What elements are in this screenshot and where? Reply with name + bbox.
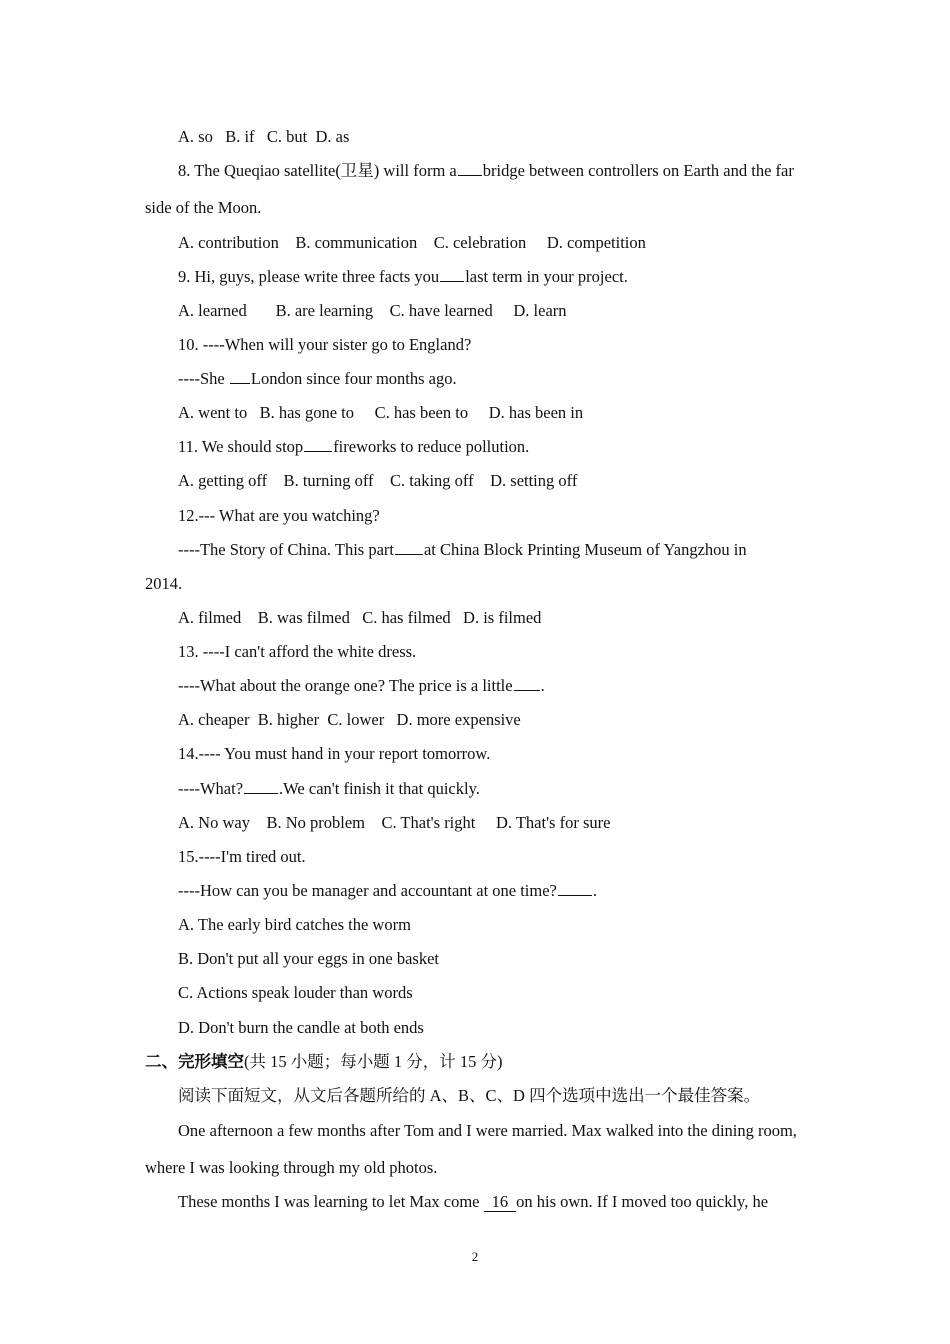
text: last term in your project. bbox=[465, 267, 628, 286]
section-scoring: (共 15 小题；每小题 1 分，计 15 分) bbox=[244, 1052, 503, 1071]
text: A. The early bird catches the worm bbox=[178, 915, 411, 934]
text: 14.---- You must hand in your report tomorrow. bbox=[178, 744, 491, 763]
text: 10. ----When will your sister go to England? bbox=[178, 335, 472, 354]
q14-options bbox=[178, 815, 610, 832]
text: 9. Hi, guys, please write three facts you bbox=[178, 267, 440, 286]
passage-line bbox=[145, 1160, 437, 1177]
text: where I was looking through my old photos. bbox=[145, 1158, 438, 1177]
text: A. learned B. are learning C. have learned D. learn bbox=[178, 301, 567, 320]
q12-reply bbox=[178, 542, 747, 559]
q11-options bbox=[178, 473, 577, 490]
text: . bbox=[592, 881, 597, 900]
text: 2014. bbox=[145, 574, 183, 593]
text: B. Don't put all your eggs in one basket bbox=[178, 949, 439, 968]
text: ----What? bbox=[178, 779, 244, 798]
q9-options bbox=[178, 303, 567, 320]
text: fireworks to reduce pollution. bbox=[333, 437, 530, 456]
q8-stem-cont bbox=[145, 200, 261, 217]
text: London since four months ago. bbox=[250, 369, 457, 388]
text: ----What about the orange one? The price is a little bbox=[178, 676, 513, 695]
text: ----The Story of China. This part bbox=[178, 540, 394, 559]
text: bridge between controllers on Earth and the far bbox=[482, 161, 794, 180]
text: at China Block Printing Museum of Yangzhou in bbox=[423, 540, 747, 559]
answer-blank bbox=[304, 450, 332, 452]
text: A. getting off B. turning off C. taking off D. setting off bbox=[178, 471, 578, 490]
section-title: 二、完形填空 bbox=[145, 1052, 244, 1071]
answer-blank bbox=[244, 792, 278, 794]
q10-stem bbox=[178, 337, 471, 354]
text: on his own. If I moved too quickly, he bbox=[516, 1192, 769, 1211]
text: .We can't finish it that quickly. bbox=[279, 779, 480, 798]
text: C. Actions speak louder than words bbox=[178, 983, 413, 1002]
text: A. cheaper B. higher C. lower D. more expensive bbox=[178, 710, 521, 729]
q12-options bbox=[178, 610, 541, 627]
text: A. filmed B. was filmed C. has filmed D. is filmed bbox=[178, 608, 542, 627]
q10-reply bbox=[178, 371, 457, 388]
q10-options bbox=[178, 405, 583, 422]
q15-option-d bbox=[178, 1020, 424, 1037]
text: A. went to B. has gone to C. has been to D. has been in bbox=[178, 403, 584, 422]
text: D. Don't burn the candle at both ends bbox=[178, 1018, 424, 1037]
answer-blank bbox=[514, 689, 540, 691]
q14-reply bbox=[178, 781, 480, 798]
text: ----How can you be manager and accountant at one time? bbox=[178, 881, 557, 900]
q11-stem bbox=[178, 439, 529, 456]
passage-line bbox=[178, 1194, 768, 1212]
text: 12.--- What are you watching? bbox=[178, 506, 380, 525]
text: 11. We should stop bbox=[178, 437, 304, 456]
answer-blank bbox=[440, 280, 464, 282]
q15-option-b bbox=[178, 951, 439, 968]
text: These months I was learning to let Max come bbox=[178, 1192, 484, 1211]
q13-options bbox=[178, 712, 521, 729]
page-number: 2 bbox=[471, 1249, 479, 1264]
q8-stem bbox=[178, 163, 794, 180]
text: A. contribution B. communication C. celebration D. competition bbox=[178, 233, 646, 252]
text: 13. ----I can't afford the white dress. bbox=[178, 642, 417, 661]
section-instructions bbox=[178, 1088, 760, 1105]
text: A. No way B. No problem C. That's right D. That's for sure bbox=[178, 813, 611, 832]
q13-reply bbox=[178, 678, 545, 695]
text: A. so B. if C. but D. as bbox=[178, 127, 350, 146]
q7-options bbox=[178, 129, 349, 146]
q12-stem bbox=[178, 508, 380, 525]
text: One afternoon a few months after Tom and I were married. Max walked into the dining room, bbox=[178, 1121, 797, 1140]
q15-option-a bbox=[178, 917, 411, 934]
text: side of the Moon. bbox=[145, 198, 262, 217]
answer-blank bbox=[395, 553, 423, 555]
q13-stem bbox=[178, 644, 416, 661]
text: ----She bbox=[178, 369, 229, 388]
text: . bbox=[540, 676, 545, 695]
answer-blank bbox=[458, 174, 482, 176]
q14-stem bbox=[178, 746, 490, 763]
answer-blank bbox=[558, 894, 592, 896]
text: 阅读下面短文，从文后各题所给的 A、B、C、D 四个选项中选出一个最佳答案。 bbox=[178, 1086, 761, 1105]
q15-stem bbox=[178, 849, 306, 866]
passage-line bbox=[178, 1123, 797, 1140]
section-heading bbox=[145, 1054, 503, 1071]
cloze-blank-number: 16 bbox=[484, 1194, 517, 1212]
text: 8. The Queqiao satellite(卫星) will form a bbox=[178, 161, 457, 180]
q8-options bbox=[178, 235, 646, 252]
answer-blank bbox=[230, 382, 250, 384]
q12-reply-cont bbox=[145, 576, 182, 593]
q15-option-c bbox=[178, 985, 413, 1002]
text: 15.----I'm tired out. bbox=[178, 847, 306, 866]
q9-stem bbox=[178, 269, 628, 286]
q15-reply bbox=[178, 883, 597, 900]
